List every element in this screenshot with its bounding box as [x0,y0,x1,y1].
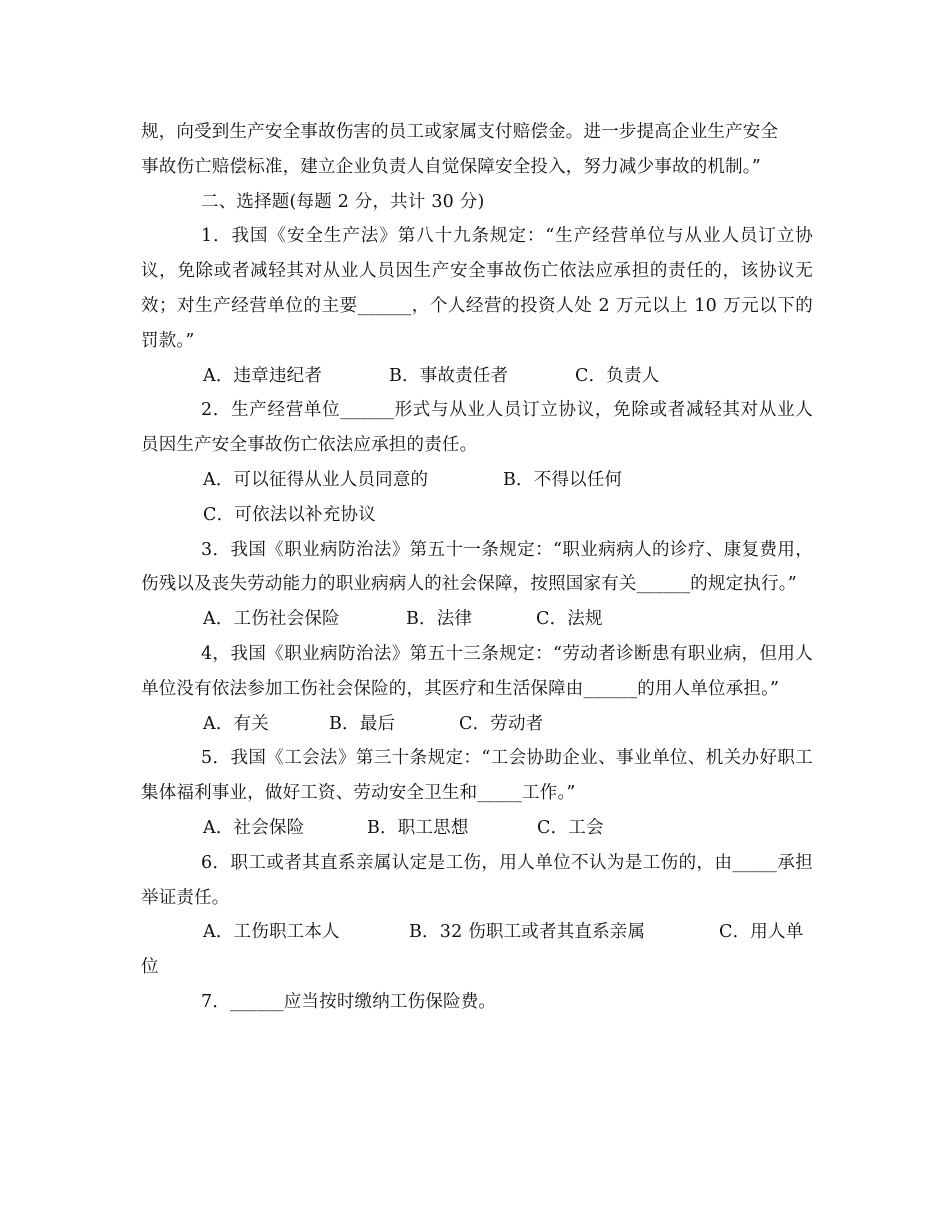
section-heading: 二、选择题(每题 2 分，共计 30 分) [201,191,485,212]
question-5-stem: 5．我国《工会法》第三十条规定：“工会协助企业、事业单位、机关办好职工集体福利事业，做好工资、劳动安全卫生和_____工作。” [141,748,813,804]
question-1-stem: 1．我国《安全生产法》第八十九条规定：“生产经营单位与从业人员订立协议，免除或者减轻其对从业人员因生产安全事故伤亡依法应承担的责任的，该协议无效；对生产经营单位的主要______，个人经营的投资人处 2 万元以上 10 万元以下的罚款。” [141,226,813,351]
question-3-option-c: C．法规 [536,609,603,630]
question-2-options-row-2 [141,498,813,533]
question-2-options-row-1 [141,463,813,498]
question-6-stem: 6．职工或者其直系亲属认定是工伤，用人单位不认为是工伤的，由_____承担举证责任。 [141,852,813,908]
question-4-stem: 4，我国《职业病防治法》第五十三条规定：“劳动者诊断患有职业病，但用人单位没有依法参加工伤社会保险的，其医疗和生活保障由______的用人单位承担。” [141,643,813,699]
question-2-option-a: A．可以征得从业人员同意的 [203,469,429,490]
question-5-option-c: C．工会 [537,817,604,838]
question-2-option-b: B．不得以任何 [503,469,623,490]
question-1-option-a: A．违章违纪者 [203,365,323,386]
question-3-options [141,602,813,637]
question-4-option-b: B．最后 [329,713,396,734]
question-6-option-c: C．用人单位 [141,922,804,978]
question-3-option-a: A．工伤社会保险 [203,609,340,630]
question-3-option-b: B．法律 [406,609,473,630]
question-4-option-c: C．劳动者 [459,713,544,734]
question-4-option-a: A．有关 [203,713,269,734]
intro-paragraph-continuation [141,115,813,185]
intro-line-2: 事故伤亡赔偿标准，建立企业负责人自觉保障安全投入，努力减少事故的机制。” [141,156,761,177]
question-2-option-c: C．可依法以补充协议 [203,504,376,525]
question-1-options [141,359,813,394]
question-1-option-b: B．事故责任者 [389,365,509,386]
question-5-option-b: B．职工思想 [367,817,469,838]
question-5-options [141,811,813,846]
question-7-stem: 7．______应当按时缴纳工伤保险费。 [201,991,497,1012]
intro-line-1: 规，向受到生产安全事故伤害的员工或家属支付赔偿金。进一步提高企业生产安全 [141,122,779,142]
question-2-stem: 2．生产经营单位______形式与从业人员订立协议，免除或者减轻其对从业人员因生产安全事故伤亡依法应承担的责任。 [141,400,813,456]
question-1-option-c: C．负责人 [575,365,660,386]
question-4-options [141,707,813,742]
question-3-stem: 3．我国《职业病防治法》第五十一条规定：“职业病病人的诊疗、康复费用，伤残以及丧失劳动能力的职业病病人的社会保障，按照国家有关______的规定执行。” [141,539,813,595]
document-body [141,115,813,1020]
question-6-options [141,915,813,985]
question-6-option-b: B．32 伤职工或者其直系亲属 [409,922,646,943]
question-5-option-a: A．社会保险 [203,817,305,838]
question-6-option-a: A．工伤职工本人 [203,922,340,943]
